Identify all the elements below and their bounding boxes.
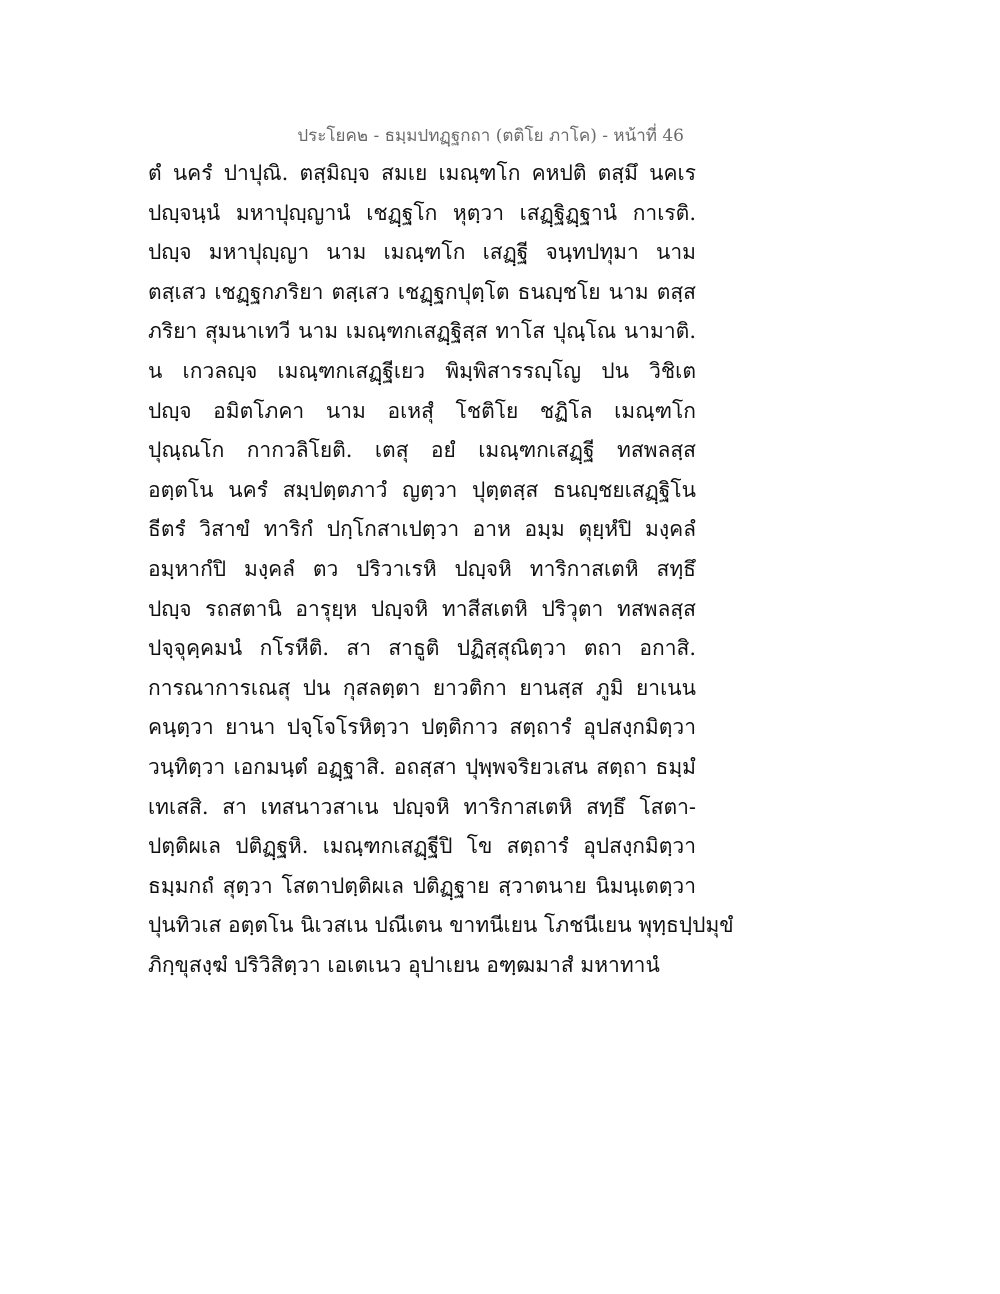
text-line-14: การณาการเณสุ ปน กุสลตฺตา ยาวติกา ยานสฺส ภูมิ ยาเนน <box>148 675 696 700</box>
text-line-20: ปุนทิวเส อตฺตโน นิเวสเน ปณีเตน ขาทนีเยน โภชนีเยน พุทฺธปฺปมุขํ <box>148 913 734 938</box>
text-line-11: อมฺหากํปิ มงฺคลํ ตว ปริวาเรหิ ปญฺจหิ ทาริกาสเตหิ สทฺธึ <box>148 556 696 581</box>
text-line-4: ตสฺเสว เชฏฺฐกภริยา ตสฺเสว เชฏฺฐกปุตฺโต ธนญฺชโย นาม ตสฺส <box>148 279 696 304</box>
text-line-9: อตฺตโน นครํ สมฺปตฺตภาวํ ญตฺวา ปุตฺตสฺส ธนญฺชยเสฏฺฐิโน <box>148 477 696 502</box>
body-text <box>148 154 734 985</box>
text-line-1: ตํ นครํ ปาปุณิ. ตสฺมิญฺจ สมเย เมณฺฑโก คหปติ ตสฺมึ นคเร <box>148 161 696 185</box>
text-line-2: ปญฺจนฺนํ มหาปุญฺญานํ เชฏฺฐโก หุตฺวา เสฏฺฐิฏฺฐานํ กาเรติ. <box>148 200 696 225</box>
text-line-18: ปตฺติผเล ปติฏฺฐหิ. เมณฺฑกเสฏฺฐีปิ โข สตฺถารํ อุปสงฺกมิตฺวา <box>148 834 696 859</box>
text-line-10: ธีตรํ วิสาขํ ทาริกํ ปกฺโกสาเปตฺวา อาห อมฺม ตุยฺหํปิ มงฺคลํ <box>148 517 696 542</box>
text-line-3: ปญฺจ มหาปุญฺญา นาม เมณฺฑโก เสฏฺฐี จนฺทปทุมา นาม <box>148 240 696 265</box>
running-header: ประโยค๒ - ธมฺมปทฏฺฐกถา (ตติโย ภาโค) - หน้าที่ 46 <box>297 126 684 146</box>
text-line-8: ปุณฺณโก กากวลิโยติ. เตสุ อยํ เมณฺฑกเสฏฺฐี ทสพลสฺส <box>148 438 696 463</box>
text-line-16: วนฺทิตฺวา เอกมนฺตํ อฏฺฐาสิ. อถสฺสา ปุพฺพจริยวเสน สตฺถา ธมฺมํ <box>148 754 696 779</box>
text-line-7: ปญฺจ อมิตโภคา นาม อเหสุํ โชติโย ชฏิโล เมณฺฑโก <box>148 398 696 423</box>
text-line-5: ภริยา สุมนาเทวี นาม เมณฺฑกเสฏฺฐิสฺส ทาโส ปุณฺโณ นามาติ. <box>148 319 696 344</box>
text-line-19: ธมฺมกถํ สุตฺวา โสตาปตฺติผเล ปติฏฺฐาย สฺวาตนาย นิมนฺเตตฺวา <box>148 873 696 898</box>
text-line-12: ปญฺจ รถสตานิ อารุยฺห ปญฺจหิ ทาสีสเตหิ ปริวุตา ทสพลสฺส <box>148 596 696 621</box>
text-line-17: เทเสสิ. สา เทสนาวสาเน ปญฺจหิ ทาริกาสเตหิ สทฺธึ โสตา- <box>148 794 696 819</box>
text-line-15: คนฺตฺวา ยานา ปจฺโจโรหิตฺวา ปตฺติกาว สตฺถารํ อุปสงฺกมิตฺวา <box>148 715 696 740</box>
text-line-21: ภิกฺขุสงฺฆํ ปริวิสิตฺวา เอเตเนว อุปาเยน อฑฺฒมาสํ มหาทานํ <box>148 952 660 977</box>
text-line-13: ปจฺจุคฺคมนํ กโรหีติ. สา สาธูติ ปฏิสฺสุณิตฺวา ตถา อกาสิ. <box>148 636 696 661</box>
text-line-6: น เกวลญฺจ เมณฺฑกเสฏฺฐีเยว พิมฺพิสารรญฺโญ ปน วิชิเต <box>148 358 696 383</box>
